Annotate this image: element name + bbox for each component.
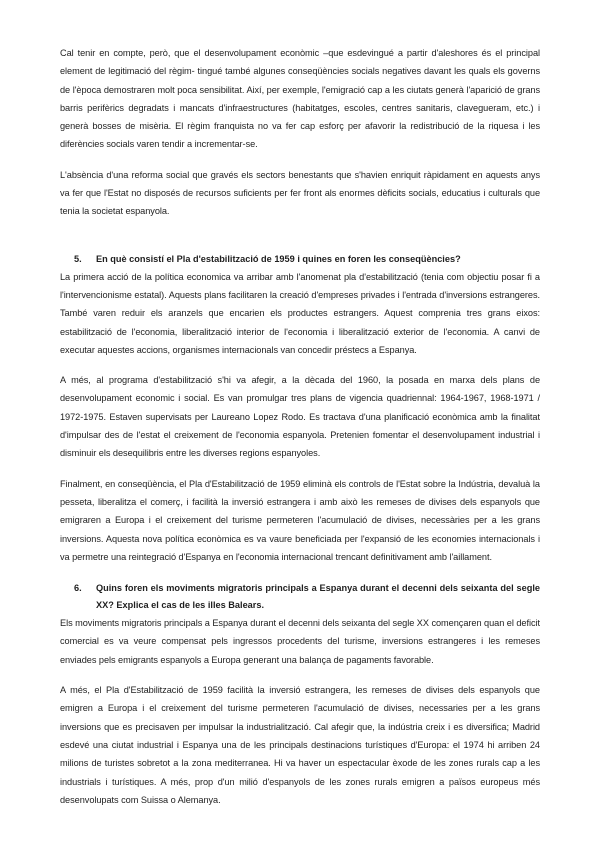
paragraph-plan-consequences: Finalment, en conseqüència, el Pla d'Estabilització de 1959 eliminà els controls de l'Estat sobre la Indústria, devaluà la pesseta, liberalitza el comerç, i facilità la inversió estrangera i amb això les remeses de divises dels espanyols que emigraren a Europa i el creixement del turisme permeteren l'acumulació de divises, necessàries per a les grans inversions. Aquesta nova política econòmica es va vaure beneficiada per l'expansió de les economies internacionals i va permetre una reintegració d'Espanya en l'economia internacional trencant definitivament amb l'aillament. (60, 478, 540, 562)
question-5-title: En què consistí el Pla d'estabilització de 1959 i quines en foren les conseqüències? (96, 253, 461, 264)
paragraph-stabilization-plan: La primera acció de la política economica va arribar amb l'anomenat pla d'estabilització (tenia com objectiu posar fi a l'intervencionisme estatal). Aquests plans facilitaren la creació d'empreses privades i l'entrada d'inversions estrangeres. També varen reduir els aranzels que encarien els productes estrangers. Aquest comprenia tres grans eixos: estabilització de l'economia, liberalització interior de l'economia i liberalització exterior de l'economia. A canvi de executar aquestes accions, organismes internacionals van concedir préstecs a Espanya. (60, 271, 540, 355)
question-6-title: Quins foren els moviments migratoris principals a Espanya durant el decenni dels seixanta del segle XX? Explica el cas de les illes Balears. (96, 583, 540, 611)
paragraph-social-consequences: Cal tenir en compte, però, que el desenvolupament econòmic –que esdevingué a partir d'aleshores és el principal element de legitimació del règim- tingué també algunes conseqüències socials negatives davant les quals els governs de l'època demostraren molt poca sensibilitat. Així, per exemple, l'emigració cap a les ciutats generà l'aparició de grans barris perifèrics degradats i mancats d'infraestructures (habitatges, escoles, centres sanitaris, clavegueram, etc.) i generà bosses de misèria. El règim franquista no va fer cap esforç per afavorir la redistribució de la riquesa i les diferències socials varen tendir a incrementar-se. (60, 48, 540, 150)
question-5-heading (60, 251, 540, 268)
paragraph-industrialization-tourism: A més, el Pla d'Estabilització de 1959 facilità la inversió estrangera, les remeses de divises dels espanyols que emigren a Europa i el creixement del turisme permeteren l'acumulació de divises, necessaries per a les grans inversions que es precisaven per impulsar la industrialització. Cal afegir que, la indústria creix i es diversifica; Madrid esdevé una ciutat industrial i Espanya una de les principals destinacions turístiques d'Europa: el 1974 hi arriben 24 milions de turistes sobretot a la zona mediterranea. Hi va haver un espectacular èxode de les zones rurals cap a les industrials i turístiques. A més, prop d'un milió d'espanyols de les zones rurals emigren a països europeus més desenvolupats com Suissa o Alemanya. (60, 685, 540, 805)
paragraph-social-reform: L'absència d'una reforma social que gravés els sectors benestants que s'havien enriquit ràpidament en aquests anys va fer que l'Estat no disposés de recursos suficients per fer front als enormes dèficits socials, educatius i culturals que tenia la societat espanyola. (60, 169, 540, 217)
question-5-number: 5. (74, 253, 82, 264)
paragraph-development-plans: A més, al programa d'estabilització s'hi va afegir, a la dècada del 1960, la posada en marxa dels plans de desenvolupament economic i social. Es van promulgar tres plans de vigencia quadriennal: 1964-1967, 1968-1971 / 1972-1975. Estaven supervisats per Laureano Lopez Rodo. Es tractava d'una planificació econòmica amb la finalitat d'impulsar des de l'estat el creixement de l'economia espanyola. Pretenien fomentar el desenvolupament industrial i disminuir els desequilibris entre les diverses regions espanyoles. (60, 375, 540, 459)
question-6-number: 6. (74, 583, 82, 594)
paragraph-migration-movements: Els moviments migratoris principals a Espanya durant el decenni dels seixanta del segle XX començaren quan el deficit comercial es va veure compensat pels ingressos procedents del turisme, inversions estrangeres i les remeses enviades pels emigrants espanyols a Europa generant una balança de pagaments favorable. (60, 618, 540, 665)
question-6-heading (60, 580, 540, 614)
